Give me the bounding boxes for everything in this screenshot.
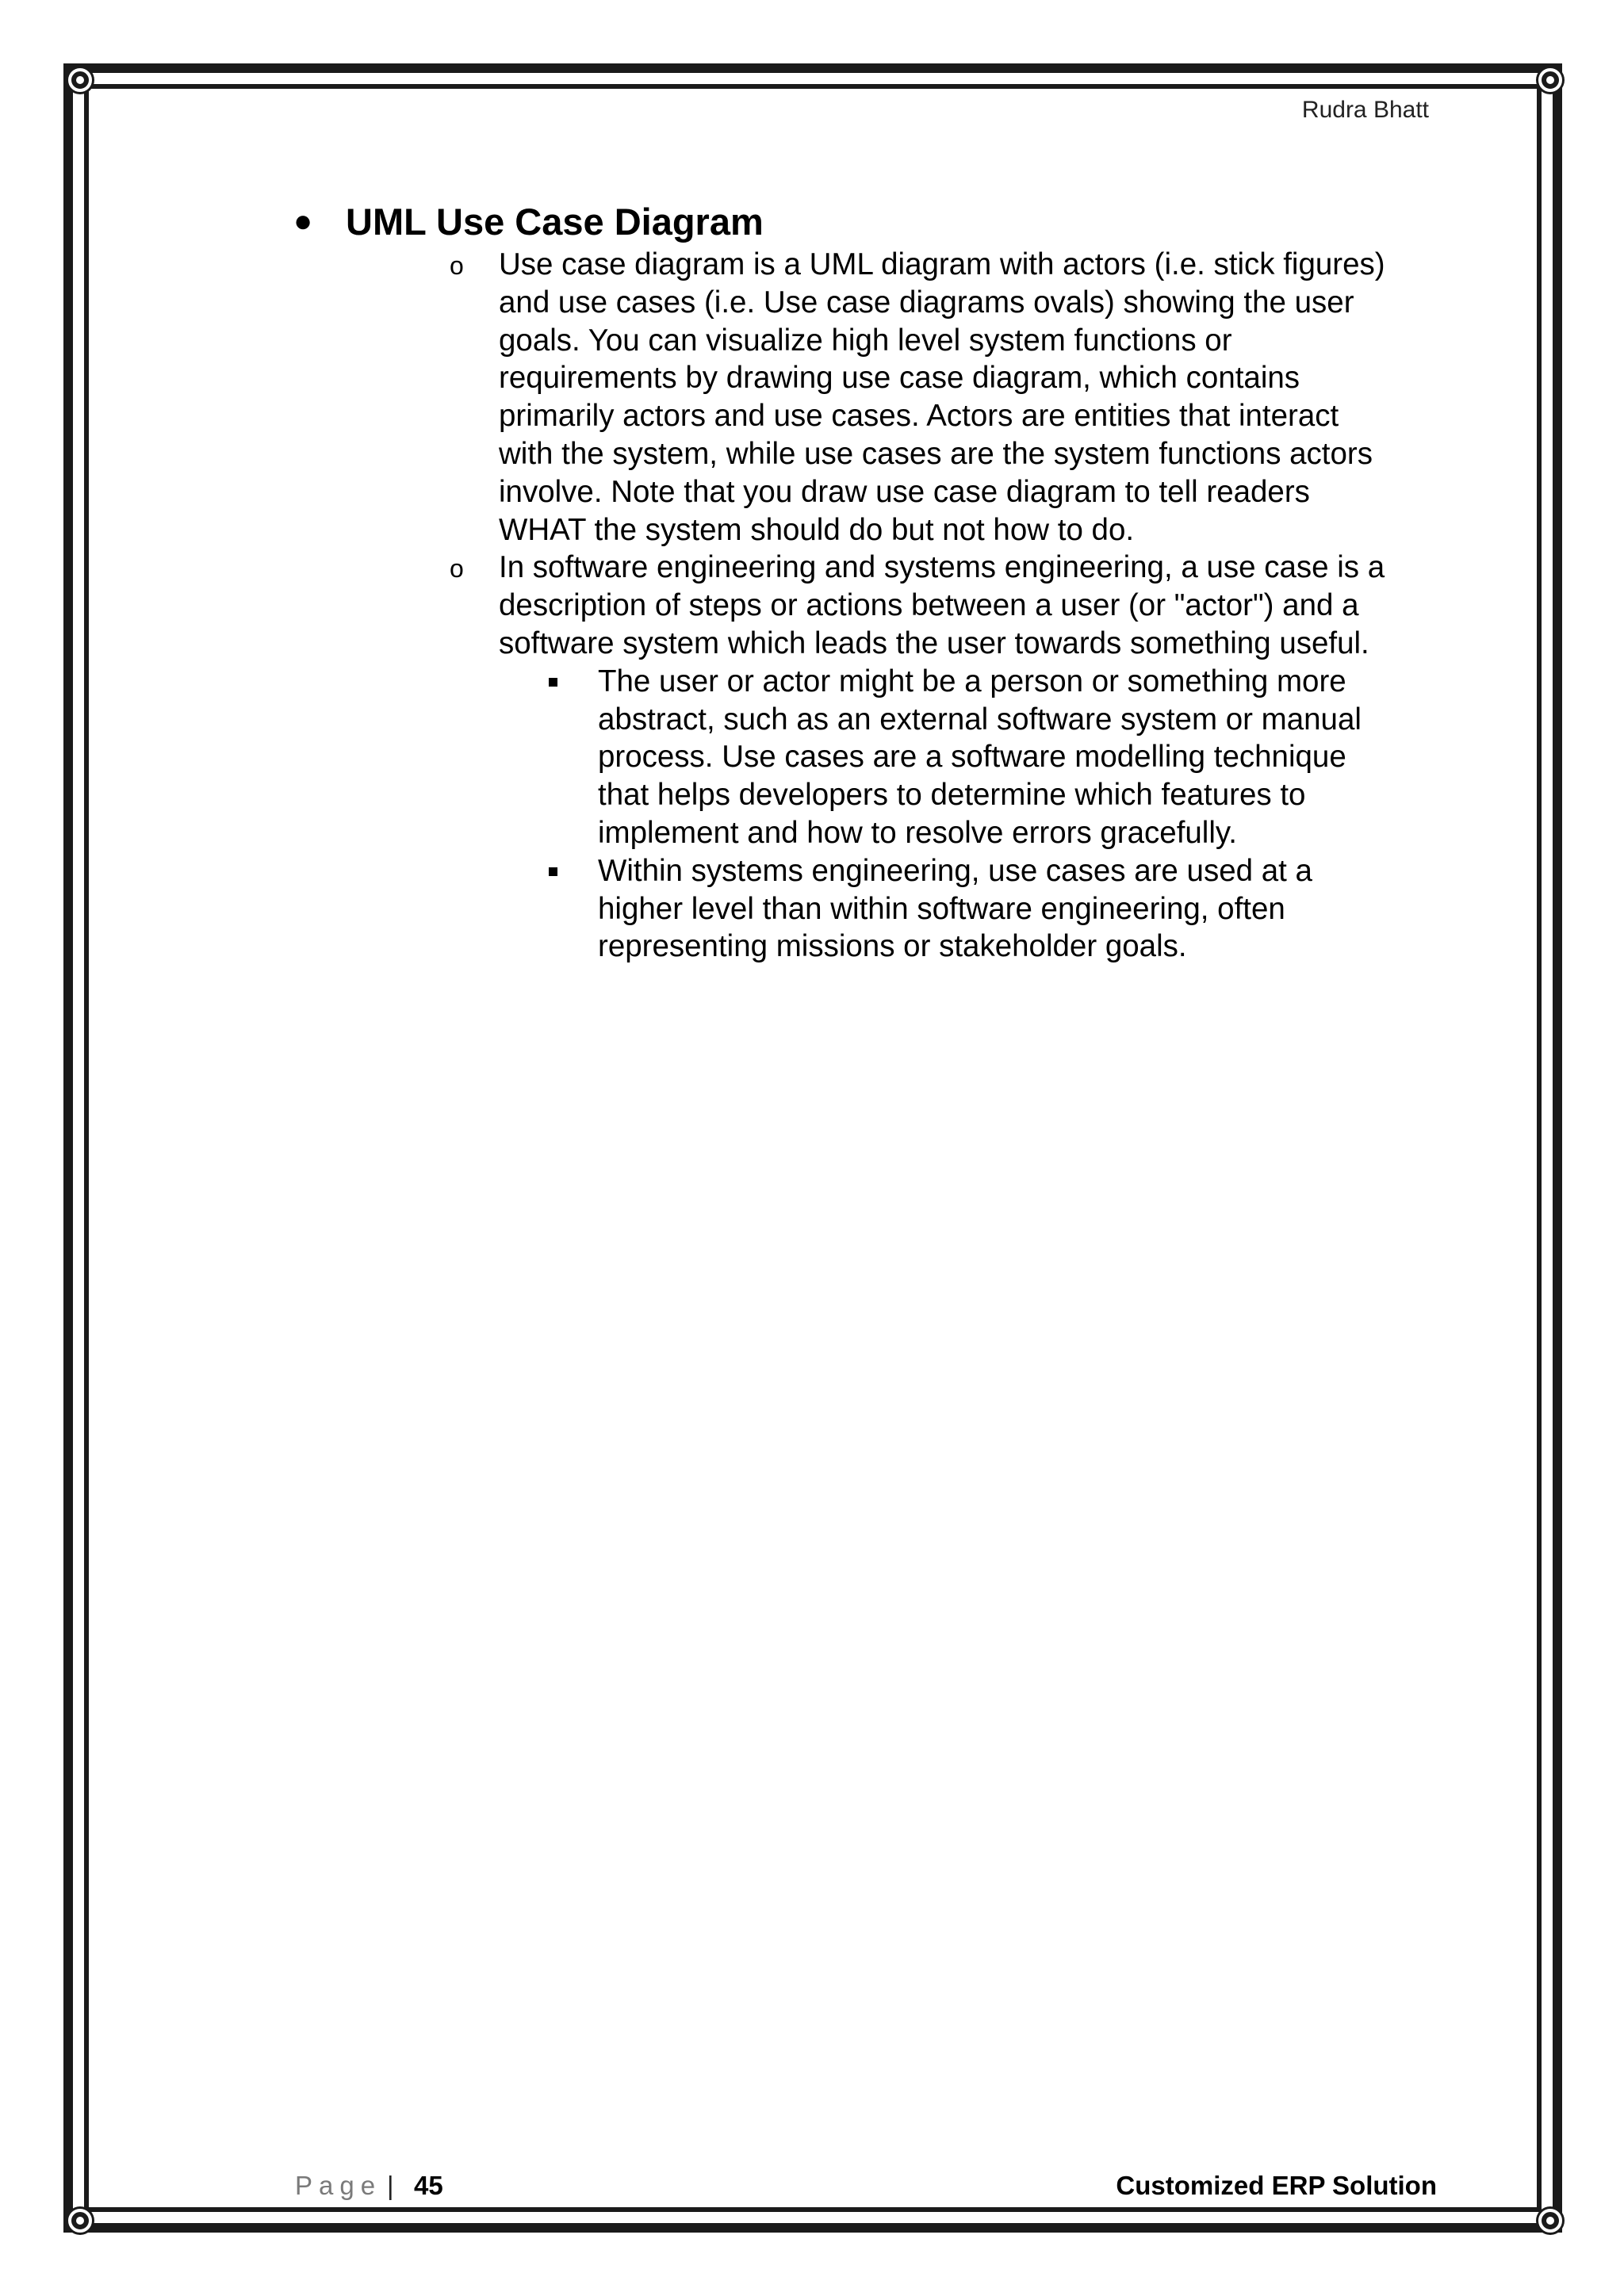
square-bullet-icon — [549, 663, 598, 852]
footer-page-number: 45 — [414, 2171, 443, 2200]
sub-list-item-text: Within systems engineering, use cases are used at a higher level than within software engineering, often representing missions or stakeholder goals. — [598, 853, 1312, 964]
list-item — [450, 246, 1401, 549]
corner-rivet-icon — [1538, 2209, 1562, 2233]
section-title: UML Use Case Diagram — [346, 201, 764, 243]
circle-bullet-icon: o — [450, 554, 464, 584]
bullet-icon: ● — [293, 204, 313, 239]
sub-list — [549, 663, 1401, 966]
list-item — [450, 549, 1401, 662]
footer-page-label: Page — [295, 2171, 382, 2200]
page-footer — [295, 2171, 1437, 2202]
square-bullet-icon — [549, 852, 598, 966]
footer-separator: | — [387, 2171, 394, 2200]
header-author: Rudra Bhatt — [1301, 97, 1429, 123]
section-list — [450, 246, 1401, 966]
sub-list-item — [549, 852, 1401, 966]
list-item-text: In software engineering and systems engineering, a use case is a description of steps or actions between a user (or "actor") and a software system which leads the user towards something useful. — [499, 550, 1385, 660]
corner-rivet-icon — [68, 2209, 92, 2233]
corner-rivet-icon — [1538, 68, 1562, 92]
sub-list-item — [549, 663, 1401, 852]
page-content — [293, 198, 1435, 966]
section-heading-row — [293, 198, 1435, 246]
corner-rivet-icon — [68, 68, 92, 92]
list-item-text: Use case diagram is a UML diagram with actors (i.e. stick figures) and use cases (i.e. Use case diagrams ovals) showing the user goals. You can visualize high level system functions or requirements by drawing use case diagram, which contains primarily actors and use cases. Actors are entities that interact with the system, while use cases are the system functions actors involve. Note that you draw use case diagram to tell readers WHAT the system should do but not how to do. — [499, 247, 1385, 547]
footer-document-title: Customized ERP Solution — [1116, 2171, 1437, 2200]
circle-bullet-icon: o — [450, 251, 464, 280]
sub-list-item-text: The user or actor might be a person or something more abstract, such as an external software system or manual process. Use cases are a software modelling technique that helps developers to determine which features to implement and how to resolve errors gracefully. — [598, 664, 1362, 850]
